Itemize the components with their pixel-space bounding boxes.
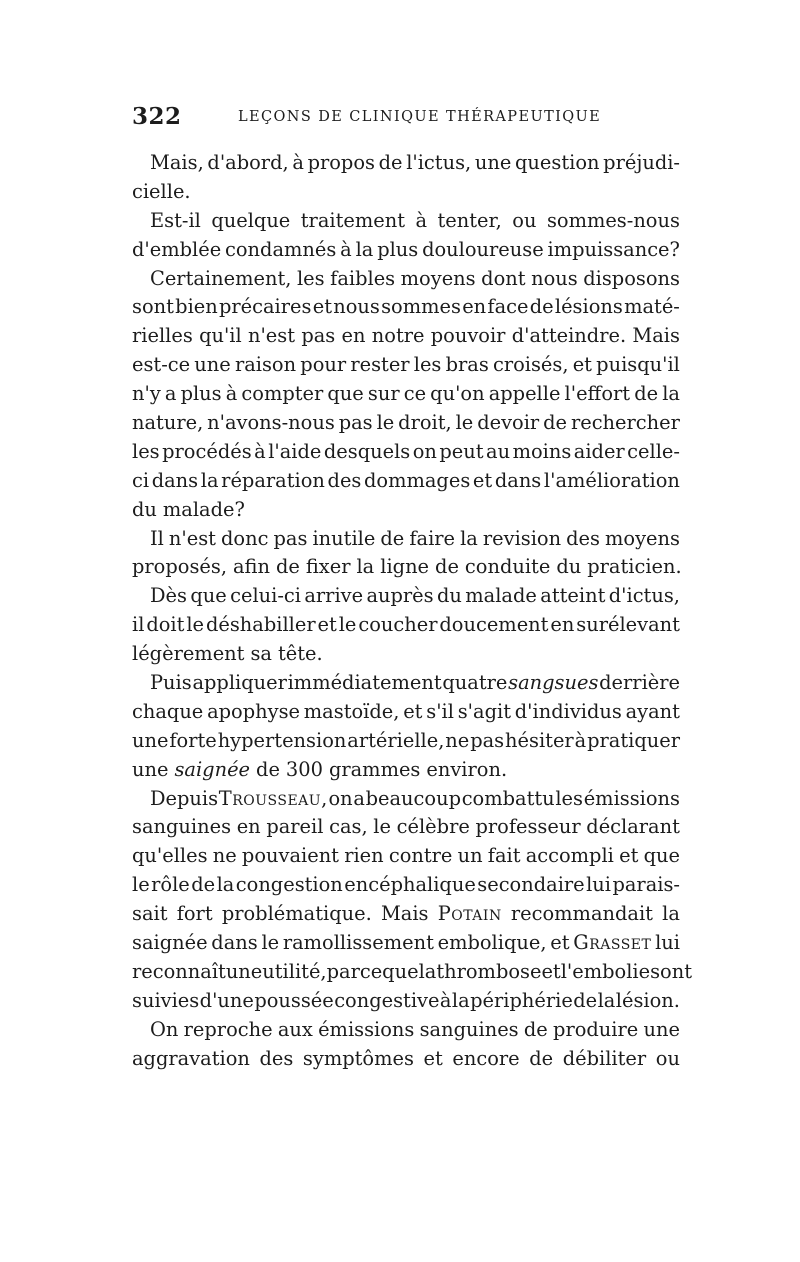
word: moyens [400, 266, 476, 290]
word: et [550, 931, 570, 955]
word: rechercher [570, 411, 680, 435]
word: pouvoir [430, 324, 506, 348]
text-line [132, 640, 680, 669]
word: de [256, 757, 280, 781]
word: surélevant [576, 613, 680, 637]
word: pareil [266, 815, 324, 839]
word: à [225, 382, 238, 406]
word: doit [146, 613, 185, 637]
word: émissions [318, 1017, 415, 1041]
word: a [164, 382, 177, 406]
word: fait [487, 844, 521, 868]
word: d'une [199, 988, 254, 1012]
word: et [572, 353, 592, 377]
word: sommes [381, 295, 461, 319]
text-line [132, 322, 680, 351]
word: d'ictus, [608, 584, 680, 608]
word: dommages [364, 468, 471, 492]
word: la [662, 382, 680, 406]
word: s'il [426, 699, 454, 723]
word: chaque [132, 699, 204, 723]
word: derrière [599, 671, 680, 695]
word: arrive [304, 584, 364, 608]
word: doucement [439, 613, 549, 637]
word: d'abord, [207, 151, 289, 174]
text-line [132, 293, 680, 322]
word: la [216, 873, 235, 897]
word: pouvaient [241, 844, 339, 868]
word: en [341, 324, 366, 348]
word: l'amélioration [543, 468, 680, 492]
word: croisés, [492, 353, 569, 377]
word: sait [132, 902, 168, 926]
word: impuissance? [547, 237, 680, 261]
word: saignée [174, 757, 251, 781]
word: malade? [162, 497, 245, 521]
word: rien [344, 844, 384, 868]
word: tête. [277, 642, 323, 666]
word: celle- [627, 439, 680, 463]
word: rester [350, 353, 410, 377]
word: conduite [464, 555, 551, 579]
word: débiliter [562, 1046, 647, 1070]
word: et [312, 295, 332, 319]
word: de [529, 1046, 554, 1070]
word: faire [409, 526, 456, 550]
word: puisqu'il [596, 353, 680, 377]
word: il [132, 613, 145, 637]
word: saignée [132, 931, 208, 955]
text-line [132, 987, 680, 1016]
word: contre [388, 844, 453, 868]
word: moyens [605, 526, 680, 550]
word: face [487, 295, 529, 319]
word: ci [132, 468, 150, 492]
text-line [132, 351, 680, 380]
word: bras [445, 353, 489, 377]
word: réparation [221, 468, 325, 492]
text-line [132, 553, 680, 582]
word: de [191, 873, 216, 897]
word: une [474, 151, 512, 174]
word: reproche [183, 1017, 273, 1041]
word: et [541, 959, 561, 983]
word: d'atteindre. [511, 324, 627, 348]
word: a [353, 786, 365, 810]
word: que [643, 844, 680, 868]
text-line [132, 900, 680, 929]
word: n'avons-nous [207, 411, 335, 435]
text-line [132, 756, 680, 785]
word: tenter, [437, 208, 502, 232]
word: nous [333, 295, 380, 319]
word: congestive [334, 988, 440, 1012]
word: la [662, 902, 680, 926]
word: pas [338, 411, 373, 435]
word: n'est [168, 526, 216, 550]
word: et [403, 699, 423, 723]
text-line [132, 265, 680, 294]
text-line [132, 380, 680, 409]
word: des [566, 526, 600, 550]
word: ayant [625, 699, 680, 723]
word: l'embolie [560, 959, 651, 983]
text-line [132, 409, 680, 438]
word: dans [494, 468, 542, 492]
word: s'agit [457, 699, 511, 723]
word: reconnaît [132, 959, 226, 983]
word: de [529, 295, 554, 319]
word: utilité, [262, 959, 327, 983]
word: Mais [380, 902, 429, 926]
word: au [486, 439, 511, 463]
word: lésion. [615, 988, 680, 1012]
word: 300 [285, 757, 323, 781]
word: à [415, 208, 428, 232]
word: de [523, 1017, 548, 1041]
word: sa [250, 642, 272, 666]
text-line [132, 178, 680, 207]
word: à [254, 439, 266, 463]
word: parce [326, 959, 383, 983]
word: une [132, 757, 169, 781]
word: sangsues [508, 671, 599, 695]
word: malade [465, 584, 537, 608]
word: Est-il [150, 208, 201, 232]
word: la [200, 468, 219, 492]
word: une [194, 353, 231, 377]
word: et [317, 613, 337, 637]
word: lésions [554, 295, 623, 319]
text-line [132, 669, 680, 698]
word: on [412, 439, 437, 463]
word: l'aide [268, 439, 322, 463]
word: sommes-nous [546, 208, 680, 232]
word: à [340, 237, 352, 261]
word: secondaire [477, 873, 585, 897]
word: compter [241, 382, 324, 406]
word: et [619, 844, 639, 868]
word: pratiquer [587, 728, 680, 752]
word: aggravation [132, 1046, 250, 1070]
word: un [457, 844, 483, 868]
word: sur [367, 382, 400, 406]
word: précaires [218, 295, 312, 319]
word: coucher [358, 613, 438, 637]
text-line [132, 525, 680, 554]
text-line [132, 1016, 680, 1045]
word: hésiter [505, 728, 574, 752]
word: inutile [312, 526, 376, 550]
word: et [423, 1046, 443, 1070]
word: une [225, 959, 263, 983]
word: Il [150, 526, 164, 550]
word: Depuis [150, 786, 219, 810]
word: auprès [366, 584, 434, 608]
word: plus [377, 237, 419, 261]
word: thrombose [436, 959, 542, 983]
word: lui [586, 873, 611, 897]
word: la [418, 959, 437, 983]
word: une [132, 728, 169, 752]
word: combattu [461, 786, 555, 810]
word: pas [470, 728, 505, 752]
running-title: LEÇONS DE CLINIQUE THÉRAPEUTIQUE [238, 109, 602, 125]
word: sont [650, 959, 693, 983]
word: de [378, 151, 403, 174]
word: de [435, 555, 459, 579]
word: forte [169, 728, 217, 752]
word: de [380, 526, 405, 550]
word: donc [221, 526, 269, 550]
word: Dès [150, 584, 187, 608]
word: on [328, 786, 353, 810]
word: praticien. [587, 555, 682, 579]
text-line [132, 929, 680, 958]
word: Potain [437, 902, 502, 926]
word: de [573, 988, 598, 1012]
word: nous [531, 266, 578, 290]
word: les [132, 439, 160, 463]
word: disposons [583, 266, 680, 290]
word: maté- [624, 295, 680, 319]
word: droit, [398, 411, 452, 435]
word: lui [655, 931, 680, 955]
word: en [462, 295, 487, 319]
word: le [455, 411, 474, 435]
word: condamnés [225, 237, 337, 261]
word: recommandait [510, 902, 653, 926]
word: encéphalique [344, 873, 476, 897]
text-line [132, 871, 680, 900]
word: dans [211, 931, 258, 955]
word: apophyse [207, 699, 301, 723]
word: sanguines [419, 1017, 519, 1041]
word: qu'elles [132, 844, 208, 868]
text-line [132, 207, 680, 236]
text-line [132, 813, 680, 842]
word: rielles [132, 324, 193, 348]
text-line [132, 149, 680, 178]
word: des [327, 468, 362, 492]
word: déclarant [586, 815, 680, 839]
word: faibles [330, 266, 396, 290]
word: d'emblée [132, 237, 222, 261]
word: de [543, 411, 568, 435]
word: problématique. [221, 902, 372, 926]
text-line [132, 958, 693, 987]
word: celui-ci [230, 584, 301, 608]
word: plus [180, 382, 222, 406]
word: douloureuse [422, 237, 544, 261]
word: fixer [305, 555, 351, 579]
text-line [132, 698, 680, 727]
word: du [437, 584, 462, 608]
word: la [451, 988, 470, 1012]
word: Certainement, [150, 266, 292, 290]
word: de [634, 382, 659, 406]
word: Trousseau, [218, 786, 328, 810]
word: symptômes [302, 1046, 414, 1070]
word: à [574, 728, 587, 752]
word: préjudi- [603, 151, 680, 174]
text-line [132, 496, 680, 525]
word: du [132, 497, 157, 521]
word: afin [232, 555, 270, 579]
word: dans [151, 468, 199, 492]
word: le [338, 613, 357, 637]
word: pour [300, 353, 347, 377]
word: Grasset [573, 931, 652, 955]
word: appelle [488, 382, 561, 406]
word: Mais, [150, 151, 204, 174]
word: encore [452, 1046, 520, 1070]
word: l'ictus, [406, 151, 472, 174]
word: les [555, 786, 583, 810]
word: embolique, [437, 931, 547, 955]
word: ligne [380, 555, 430, 579]
word: ramollissement [282, 931, 434, 955]
text-line [132, 438, 680, 467]
word: traitement [300, 208, 405, 232]
word: des [259, 1046, 294, 1070]
word: rôle [151, 873, 190, 897]
word: le [186, 613, 205, 637]
word: l'effort [564, 382, 631, 406]
word: la [356, 555, 375, 579]
word: peut [439, 439, 484, 463]
word: ne [212, 844, 237, 868]
word: la [460, 526, 478, 550]
word: quelque [211, 208, 291, 232]
word: n'y [132, 382, 161, 406]
word: poussée [254, 988, 334, 1012]
word: immédiatement [287, 671, 442, 695]
word: pas [301, 324, 336, 348]
text-line [132, 1045, 680, 1074]
word: que [190, 584, 227, 608]
body-text [132, 149, 693, 1074]
word: desquels [323, 439, 411, 463]
word: ou [512, 208, 537, 232]
word: environ. [426, 757, 508, 781]
word: périphérie [470, 988, 573, 1012]
word: à [439, 988, 452, 1012]
word: quatre [442, 671, 508, 695]
word: légèrement [132, 642, 245, 666]
word: est-ce [132, 353, 191, 377]
word: émissions [583, 786, 680, 810]
text-line [132, 785, 680, 814]
word: une [643, 1017, 680, 1041]
word: sanguines [132, 815, 232, 839]
word: le [373, 815, 391, 839]
word: parais- [612, 873, 680, 897]
word: professeur [475, 815, 581, 839]
word: suivies [132, 988, 200, 1012]
text-line [132, 727, 680, 756]
text-line [132, 582, 680, 611]
word: du [556, 555, 582, 579]
word: pas [273, 526, 308, 550]
text-line [132, 236, 680, 265]
word: à [292, 151, 304, 174]
word: les [296, 266, 325, 290]
word: qu'on [430, 382, 485, 406]
word: devoir [477, 411, 540, 435]
word: célèbre [396, 815, 470, 839]
word: aider [573, 439, 625, 463]
word: procédés [162, 439, 252, 463]
word: ce [403, 382, 427, 406]
word: en [550, 613, 575, 637]
word: d'individus [514, 699, 622, 723]
word: mastoïde, [303, 699, 400, 723]
word: le [132, 873, 150, 897]
word: propos [307, 151, 375, 174]
word: nature, [132, 411, 204, 435]
word: que [327, 382, 364, 406]
text-line [132, 467, 680, 496]
word: que [382, 959, 419, 983]
word: le [376, 411, 395, 435]
word: Puis [150, 671, 192, 695]
word: raison [234, 353, 297, 377]
word: le [261, 931, 280, 955]
word: fort [176, 902, 213, 926]
word: beaucoup [365, 786, 461, 810]
word: artérielle, [347, 728, 445, 752]
word: déshabiller [205, 613, 316, 637]
word: congestion [235, 873, 343, 897]
word: proposés, [132, 555, 227, 579]
word: sont [132, 295, 174, 319]
word: moins [512, 439, 572, 463]
word: cielle. [132, 179, 191, 203]
word: de [275, 555, 300, 579]
word: dont [481, 266, 526, 290]
word: question [515, 151, 600, 174]
word: n'est [247, 324, 296, 348]
word: revision [482, 526, 562, 550]
text-line [132, 842, 680, 871]
word: grammes [328, 757, 421, 781]
word: hypertension [217, 728, 347, 752]
word: atteint [540, 584, 606, 608]
page-header [132, 103, 680, 133]
word: Mais [632, 324, 680, 348]
word: accompli [525, 844, 614, 868]
text-line [132, 611, 680, 640]
word: appliquer [192, 671, 287, 695]
word: notre [371, 324, 425, 348]
word: On [150, 1017, 179, 1041]
word: cas, [329, 815, 368, 839]
word: aux [277, 1017, 313, 1041]
word: la [355, 237, 374, 261]
word: produire [553, 1017, 639, 1041]
word: en [236, 815, 261, 839]
word: ou [655, 1046, 680, 1070]
word: ne [445, 728, 470, 752]
word: bien [175, 295, 218, 319]
word: qu'il [199, 324, 242, 348]
word: la [597, 988, 616, 1012]
page-number: 322 [132, 103, 182, 130]
word: et [472, 468, 493, 492]
word: les [413, 353, 442, 377]
